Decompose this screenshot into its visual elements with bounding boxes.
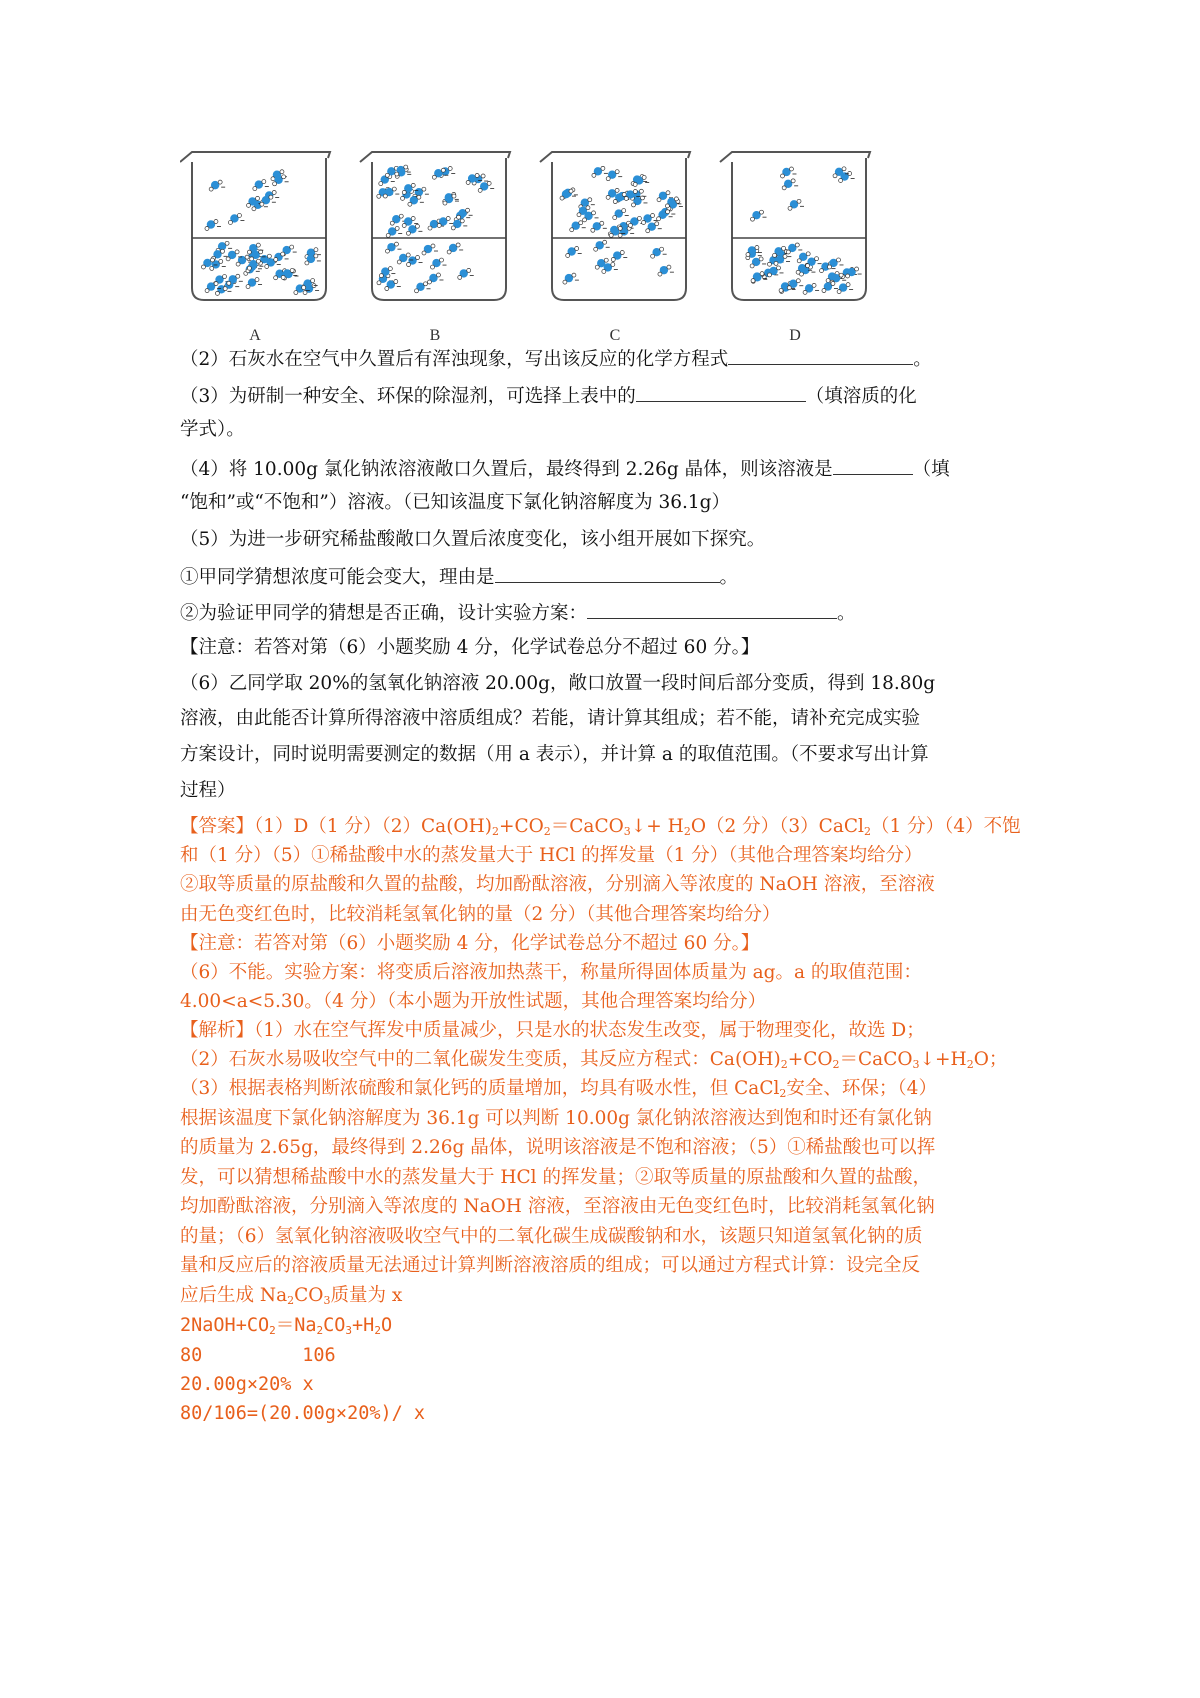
water-molecule [563, 273, 579, 284]
water-molecule [611, 251, 627, 262]
water-molecule [281, 245, 297, 256]
water-molecule [422, 244, 438, 255]
water-molecule [385, 242, 401, 253]
beaker-figure [180, 150, 940, 365]
water-molecule [447, 243, 463, 254]
water-molecule [591, 221, 607, 232]
question-2: （2）石灰水在空气中久置后有浑浊现象，写出该反应的化学方程式 。 [180, 346, 932, 372]
beaker-label: A [249, 327, 261, 344]
water-molecule [570, 221, 586, 232]
answer-line6: （6）不能。实验方案：将变质后溶液加热蒸干，称量所得固体质量为 ag。a 的取值范围： [180, 962, 922, 983]
water-molecule [408, 195, 424, 206]
answer-line2: 和（1 分）（5）①稀盐酸中水的蒸发量大于 HCl 的挥发量（1 分）（其他合理答案均给分） [180, 845, 923, 866]
beaker-label: B [429, 327, 441, 344]
water-molecule [658, 265, 674, 276]
question-6-line4: 过程） [180, 780, 236, 801]
water-molecule [427, 273, 443, 284]
answer-line3: ②取等质量的原盐酸和久置的盐酸，均加酚酞溶液，分别滴入等浓度的 NaOH 溶液，至溶液 [180, 874, 935, 895]
question-5-1: ①甲同学猜想浓度可能会变大，理由是 。 [180, 564, 738, 590]
water-molecule [437, 217, 453, 228]
water-molecule [386, 226, 402, 237]
question-5: （5）为进一步研究稀盐酸敞口久置后浓度变化，该小组开展如下探究。 [180, 529, 766, 550]
water-molecule [751, 210, 767, 221]
analysis-line10: 应后生成 $Na_2CO_3$质量为 x [180, 1285, 403, 1307]
water-molecule [822, 282, 838, 293]
answer-blank[interactable] [587, 600, 837, 619]
ratio-equation: 80/106=(20.00g×20%)/ x [180, 1403, 426, 1424]
analysis-line9: 量和反应后的溶液质量无法通过计算判断溶液溶质的组成；可以通过方程式计算：设完全反 [180, 1255, 921, 1276]
analysis-line3: （3）根据表格判断浓硫酸和氯化钙的质量增加，均具有吸水性，但 CaCl$_2$安全、环保；（4） [180, 1078, 937, 1100]
water-molecule [786, 243, 802, 254]
answer-line4: 由无色变红色时，比较消耗氢氧化钠的量（2 分）（其他合理答案均给分） [180, 904, 781, 925]
water-molecule [827, 258, 843, 269]
analysis-line7: 均加酚酞溶液，分别滴入等浓度的 NaOH 溶液，至溶液由无色变红色时，比较消耗氢氧化钠 [180, 1196, 935, 1217]
question-3-line1: （3）为研制一种安全、环保的除湿剂，可选择上表中的 （填溶质的化 [180, 383, 917, 409]
water-molecule [458, 268, 474, 279]
question-5-2: ②为验证甲同学的猜想是否正确，设计实验方案： 。 [180, 600, 856, 626]
water-molecule [657, 210, 673, 221]
water-molecule [478, 181, 494, 192]
analysis-line5: 的质量为 2.65g，最终得到 2.26g 晶体，说明该溶液是不饱和溶液；（5）①稀盐酸也可以挥 [180, 1137, 936, 1158]
analysis-line8: 的量；（6）氢氧化钠溶液吸收空气中的二氧化碳生成碳酸钠和水，该题只知道氢氧化钠的质 [180, 1226, 923, 1247]
water-molecule [788, 199, 804, 210]
water-molecule [782, 179, 798, 190]
water-molecule [406, 224, 422, 235]
water-molecule [606, 170, 622, 181]
water-molecule [260, 195, 276, 206]
analysis-line4: 根据该温度下氯化钠溶解度为 36.1g 可以判断 10.00g 氯化钠浓溶液达到饱和时还有氯化钠 [180, 1108, 932, 1129]
answer-blank[interactable] [833, 456, 913, 475]
water-molecule [594, 240, 610, 251]
water-molecule [451, 219, 467, 230]
answer-blank[interactable] [728, 346, 913, 365]
beaker-outline [180, 152, 330, 300]
water-molecule [806, 257, 822, 268]
question-6-line1: （6）乙同学取 20%的氢氧化钠溶液 20.00g，敞口放置一段时间后部分变质，得到 18.80g [180, 673, 936, 694]
beaker-label: C [609, 327, 621, 344]
water-molecule [613, 209, 629, 220]
beaker-b [360, 152, 510, 344]
water-molecule [385, 280, 401, 291]
question-6-line2: 溶液，由此能否计算所得溶液中溶质组成？若能，请计算其组成；若不能，请补充完成实验 [180, 708, 921, 729]
water-molecule [253, 180, 269, 191]
analysis-line6: 发，可以猜想稀盐酸中水的蒸发量大于 HCl 的挥发量；②取等质量的原盐酸和久置的盐酸， [180, 1167, 931, 1188]
molar-mass-line: 80 106 [180, 1345, 336, 1366]
answer-line1: 【答案】（1）D（1 分）$(2)Ca(OH)_2+CO_2=CaCO_3↓+ H_2O(2$ 分）（3）CaCl$_2$（1 分）（4）不饱 [180, 816, 1021, 838]
answer-note: 【注意：若答对第（6）小题奖励 4 分，化学试卷总分不超过 60 分。】 [180, 933, 760, 954]
water-molecule [780, 167, 796, 178]
beaker-c [540, 152, 690, 344]
water-molecule [566, 247, 582, 258]
water-molecule [837, 283, 853, 294]
water-molecule [209, 180, 225, 191]
beaker-label: D [789, 327, 801, 344]
question-3-line2: 学式）。 [180, 419, 245, 440]
question-4-line1: （4）将 10.00g 氯化钠浓溶液敞口久置后，最终得到 2.26g 晶体，则该溶液是 （填 [180, 456, 950, 482]
water-molecule [646, 222, 662, 233]
given-quantities: 20.00g×20% x [180, 1374, 314, 1395]
answer-blank[interactable] [636, 383, 806, 402]
water-molecule [592, 166, 608, 177]
beaker-a [180, 152, 330, 344]
water-molecule [246, 278, 262, 289]
answer-blank[interactable] [495, 564, 720, 583]
answer-line7: 4.00<a<5.30。（4 分）（本小题为开放性试题，其他合理答案均给分） [180, 991, 767, 1012]
water-molecule [750, 257, 766, 268]
water-molecule [787, 279, 803, 290]
water-molecule [430, 258, 446, 269]
beaker-d [720, 152, 870, 344]
analysis-line1: 【解析】（1）水在空气挥发中质量减少，只是水的状态发生改变，属于物理变化，故选 D； [180, 1020, 925, 1041]
water-molecule [457, 208, 473, 219]
water-molecule [205, 219, 221, 230]
question-6-line3: 方案设计，同时说明需要测定的数据（用 a 表示），并计算 a 的取值范围。（不要求写出计算 [180, 744, 929, 765]
analysis-line2: （2）石灰水易吸收空气中的二氧化碳发生变质，其反应方程式：$Ca(OH)_2+CO_2=CaCO_3↓+H_2O$； [180, 1049, 1008, 1071]
water-molecule [228, 213, 244, 224]
water-molecule [651, 247, 667, 258]
bonus-note: 【注意：若答对第（6）小题奖励 4 分，化学试卷总分不超过 60 分。】 [180, 637, 760, 658]
water-molecule [803, 283, 819, 294]
question-4-line2: “饱和”或“不饱和”）溶液。（已知该温度下氯化钠溶解度为 36.1g） [180, 492, 730, 513]
chemical-equation: $2NaOH+CO_2=Na_2CO_3+H_2O$ [180, 1315, 393, 1337]
